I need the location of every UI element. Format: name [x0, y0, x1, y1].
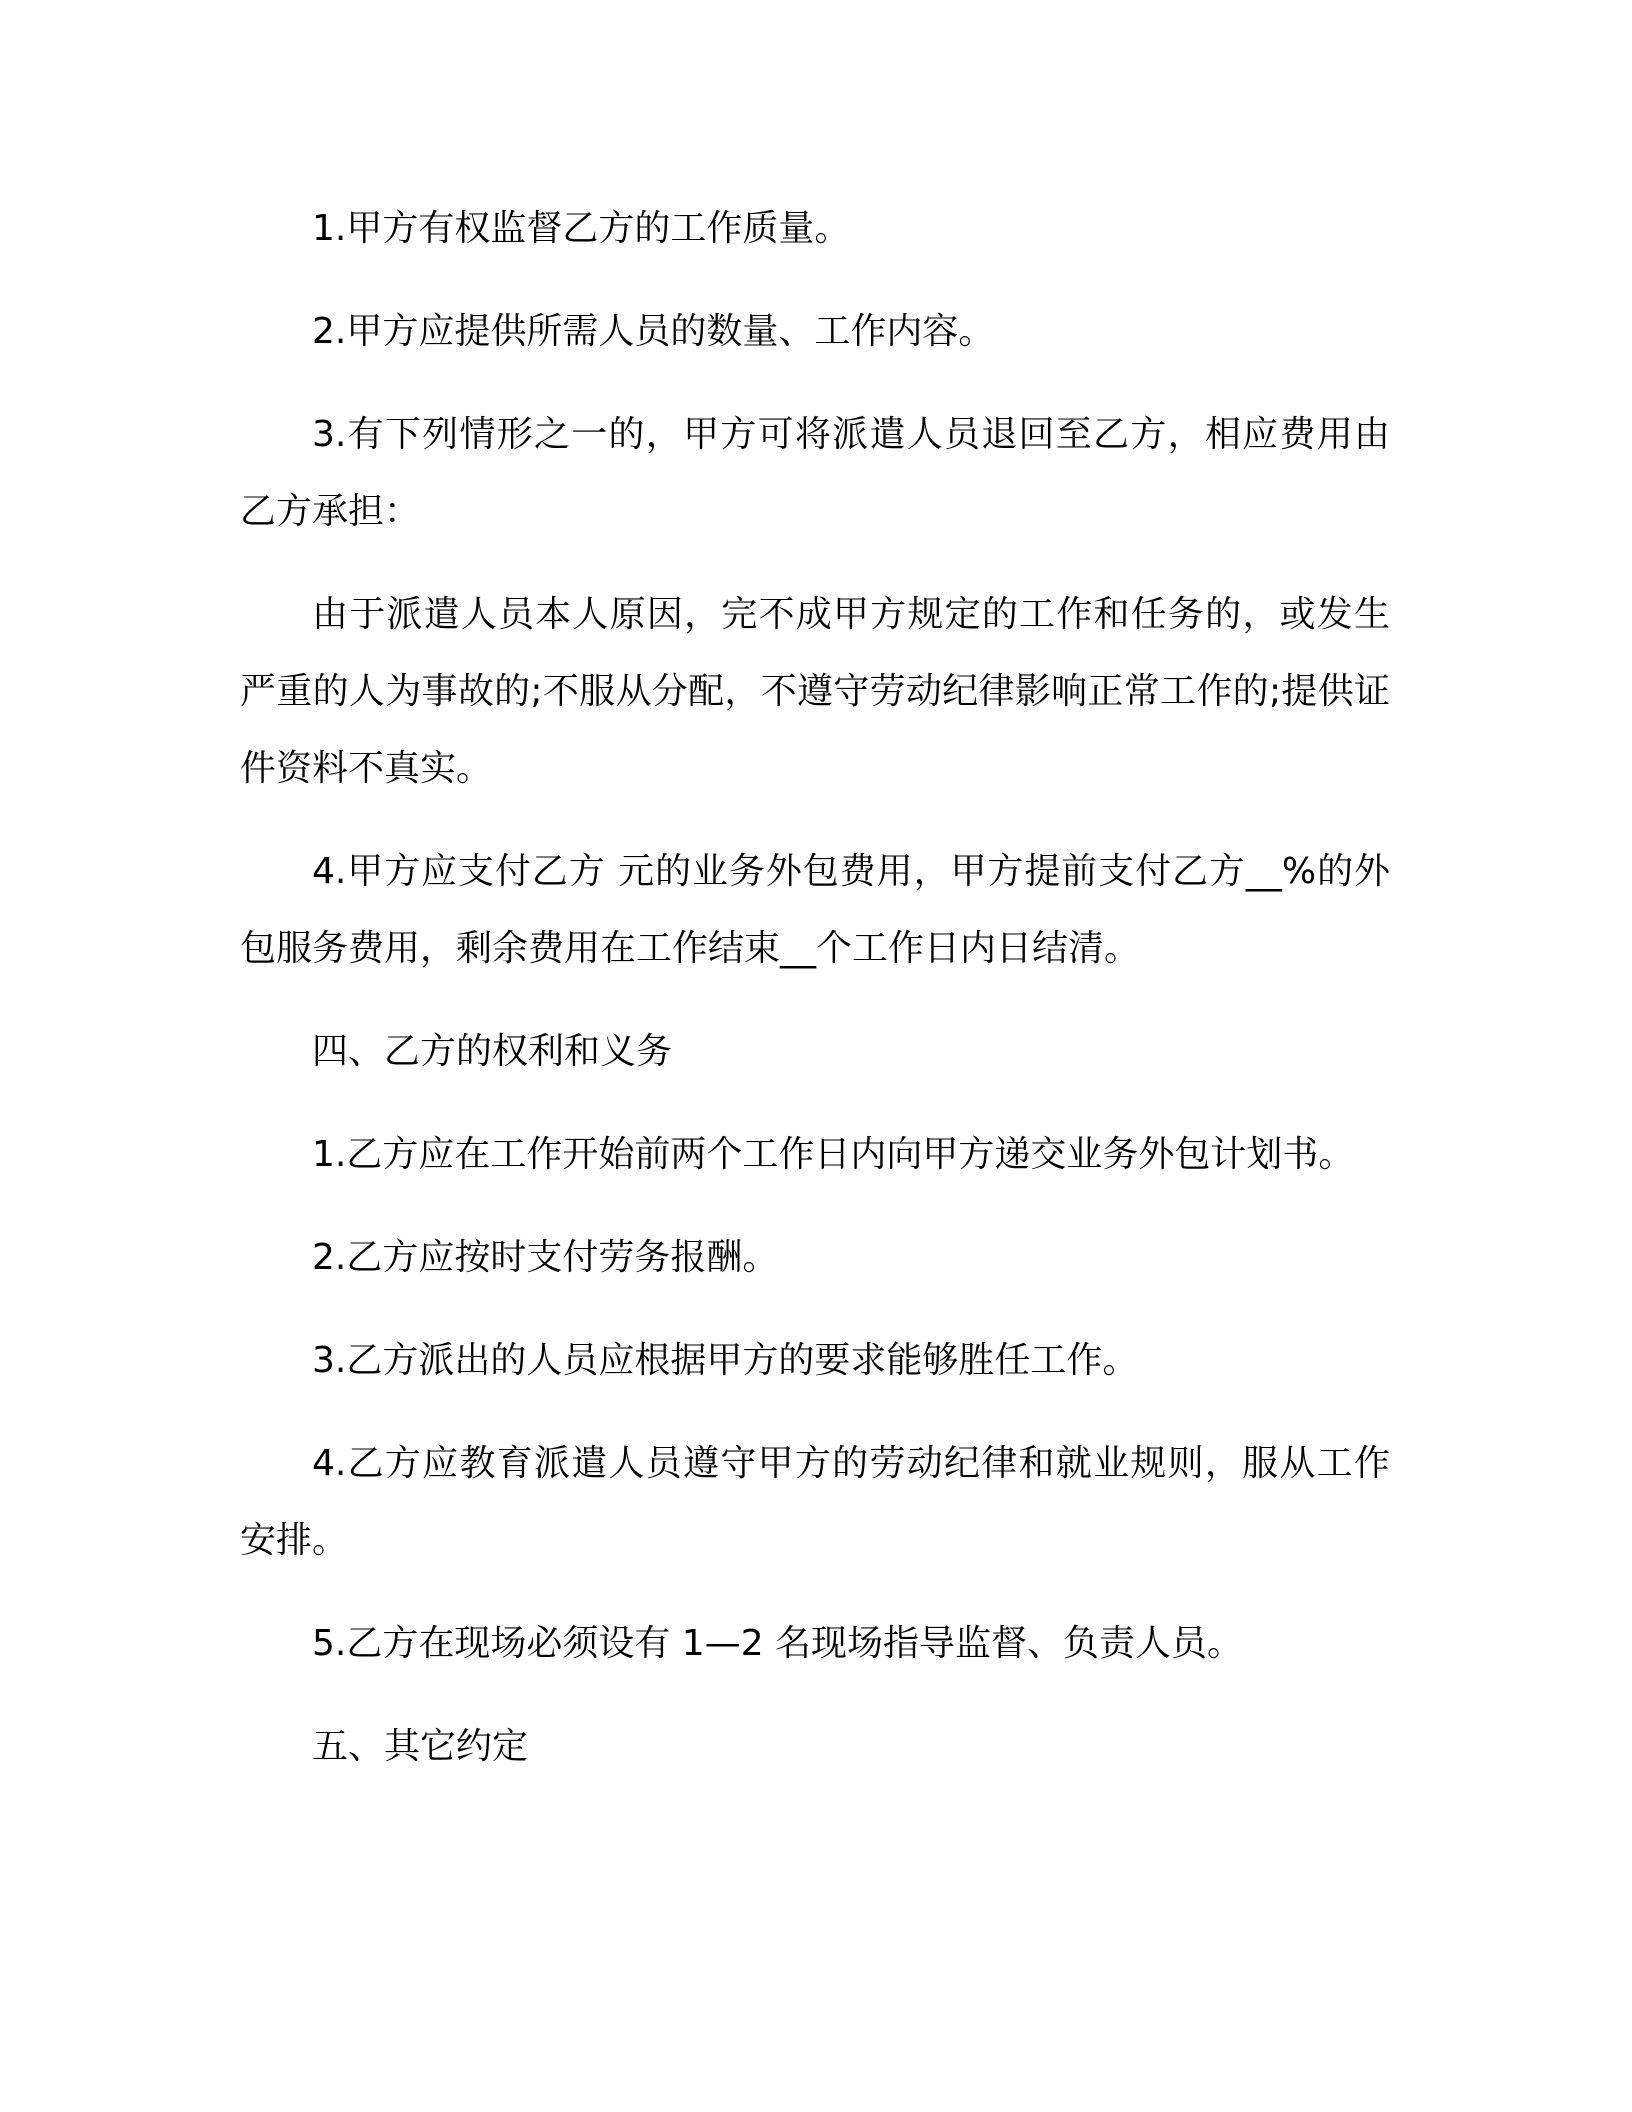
clause-party-b-5: 5.乙方在现场必须设有 1—2 名现场指导监督、负责人员。 [312, 1623, 1244, 1664]
clause-party-a-2: 2.甲方应提供所需人员的数量、工作内容。 [312, 311, 995, 352]
section-heading-other: 五、其它约定 [312, 1726, 529, 1767]
clause-party-a-3-detail: 由于派遣人员本人原因，完不成甲方规定的工作和任务的，或发生严重的人为事故的;不服从分配，不遵守劳动纪律影响正常工作的;提供证件资料不真实。 [240, 594, 1390, 789]
clause-party-b-4: 4.乙方应教育派遣人员遵守甲方的劳动纪律和就业规则，服从工作安排。 [240, 1443, 1390, 1561]
document-body [240, 190, 1390, 1811]
clause-party-b-3: 3.乙方派出的人员应根据甲方的要求能够胜任工作。 [312, 1340, 1139, 1381]
clause-party-b-2: 2.乙方应按时支付劳务报酬。 [312, 1237, 779, 1278]
clause-party-a-1: 1.甲方有权监督乙方的工作质量。 [312, 208, 851, 249]
clause-party-b-1: 1.乙方应在工作开始前两个工作日内向甲方递交业务外包计划书。 [312, 1134, 1355, 1175]
clause-party-a-4: 4.甲方应支付乙方 元的业务外包费用，甲方提前支付乙方__%的外包服务费用，剩余费用在工作结束__个工作日内日结清。 [240, 851, 1390, 969]
clause-party-a-3: 3.有下列情形之一的，甲方可将派遣人员退回至乙方，相应费用由乙方承担： [240, 414, 1390, 532]
section-heading-party-b: 四、乙方的权利和义务 [312, 1031, 673, 1072]
